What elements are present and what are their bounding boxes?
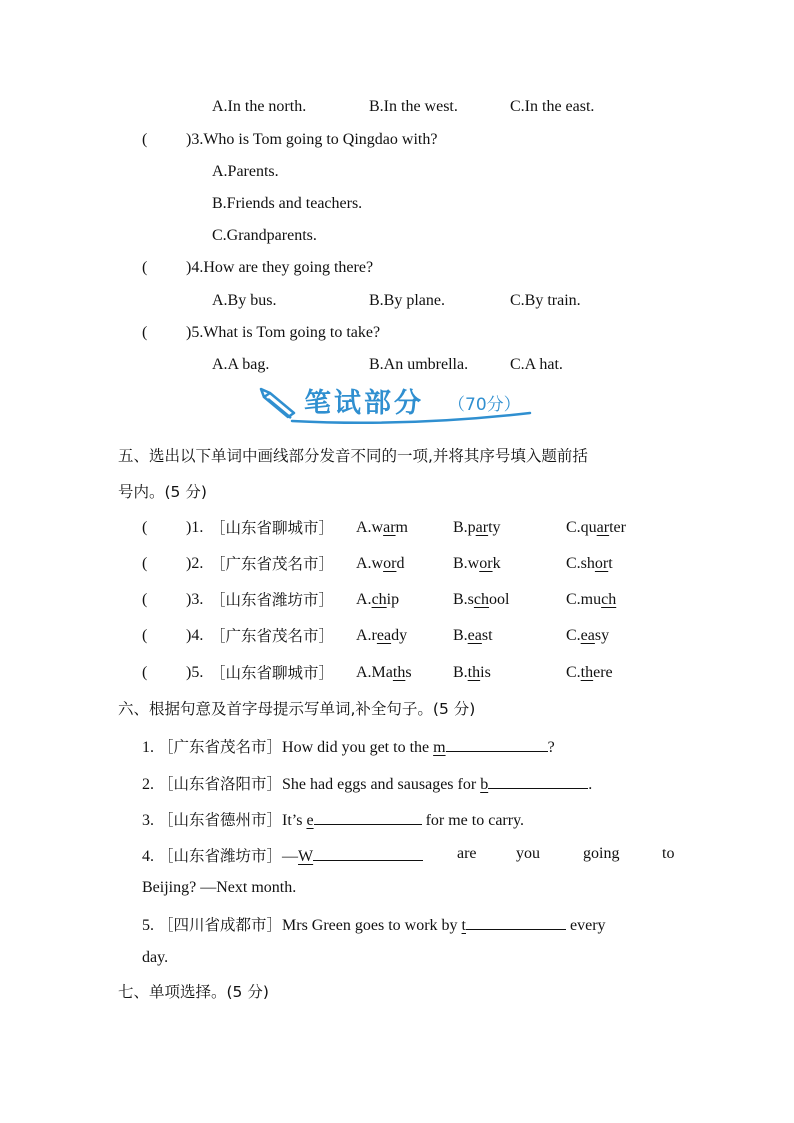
sentence-4-word-you: you bbox=[516, 845, 540, 862]
fill-sentence-3: 3. ［山东省德州市］It’s e for me to carry. bbox=[142, 808, 524, 831]
option-c: C.there bbox=[566, 664, 613, 681]
q4-stem: )4.How are they going there? bbox=[186, 259, 374, 276]
section6-title: 六、根据句意及首字母提示写单词,补全句子。(5 分) bbox=[118, 700, 476, 718]
option-c: C.quarter bbox=[566, 519, 626, 536]
answer-blank[interactable] bbox=[488, 772, 588, 789]
option-a: A.word bbox=[356, 555, 405, 572]
banner-title: 笔试部分 bbox=[304, 388, 424, 419]
option-a: A.Maths bbox=[356, 664, 412, 681]
source-tag: ［山东省聊城市］ bbox=[210, 664, 335, 682]
section5-title-line1: 五、选出以下单词中画线部分发音不同的一项,并将其序号填入题前括 bbox=[118, 447, 588, 465]
q3-paren: ( bbox=[142, 131, 148, 148]
banner-score: （70分） bbox=[448, 395, 521, 415]
q4-option-a: A.By bus. bbox=[212, 292, 277, 309]
q4-option-b: B.By plane. bbox=[369, 292, 445, 309]
source-tag: ［广东省茂名市］ bbox=[210, 627, 335, 645]
source-tag: ［山东省聊城市］ bbox=[210, 519, 335, 537]
q3-option-c: C.Grandparents. bbox=[212, 227, 317, 244]
question-number: )2. bbox=[186, 555, 204, 572]
option-b: B.this bbox=[453, 664, 491, 681]
answer-blank[interactable] bbox=[466, 913, 566, 930]
q5-option-b: B.An umbrella. bbox=[369, 356, 469, 373]
answer-paren[interactable]: ( bbox=[142, 664, 148, 681]
option-b: B.party bbox=[453, 519, 501, 536]
q5-stem: )5.What is Tom going to take? bbox=[186, 324, 381, 341]
option-b: B.work bbox=[453, 555, 501, 572]
answer-blank[interactable] bbox=[314, 808, 422, 825]
q5-paren: ( bbox=[142, 324, 148, 341]
answer-blank[interactable] bbox=[446, 735, 548, 752]
option-a: A.chip bbox=[356, 591, 400, 608]
q2-option-c: C.In the east. bbox=[510, 98, 595, 115]
q2-option-b: B.In the west. bbox=[369, 98, 458, 115]
written-section-banner bbox=[258, 383, 533, 427]
fill-sentence-4-line2: Beijing? —Next month. bbox=[142, 879, 297, 896]
sentence-4-word-going: going bbox=[583, 845, 620, 862]
q3-option-a: A.Parents. bbox=[212, 163, 279, 180]
section7-title: 七、单项选择。(5 分) bbox=[118, 983, 269, 1001]
q4-option-c: C.By train. bbox=[510, 292, 581, 309]
answer-blank[interactable] bbox=[313, 844, 423, 861]
option-a: A.warm bbox=[356, 519, 408, 536]
answer-paren[interactable]: ( bbox=[142, 519, 148, 536]
q4-paren: ( bbox=[142, 259, 148, 276]
sentence-4-word-are: are bbox=[457, 845, 477, 862]
q5-option-a: A.A bag. bbox=[212, 356, 270, 373]
q5-option-c: C.A hat. bbox=[510, 356, 563, 373]
sentence-4-word-to: to bbox=[662, 845, 675, 862]
q3-option-b: B.Friends and teachers. bbox=[212, 195, 363, 212]
fill-sentence-5-line2: day. bbox=[142, 949, 169, 966]
answer-paren[interactable]: ( bbox=[142, 627, 148, 644]
question-number: )1. bbox=[186, 519, 204, 536]
fill-sentence-2: 2. ［山东省洛阳市］She had eggs and sausages for b . bbox=[142, 772, 592, 795]
fill-sentence-5: 5. ［四川省成都市］Mrs Green goes to work by t every bbox=[142, 913, 606, 936]
answer-paren[interactable]: ( bbox=[142, 555, 148, 572]
option-a: A.ready bbox=[356, 627, 408, 644]
option-c: C.much bbox=[566, 591, 617, 608]
option-c: C.short bbox=[566, 555, 613, 572]
q3-stem: )3.Who is Tom going to Qingdao with? bbox=[186, 131, 438, 148]
fill-sentence-4: 4. ［山东省潍坊市］—W bbox=[142, 844, 423, 867]
section5-title-line2: 号内。(5 分) bbox=[118, 483, 207, 501]
option-b: B.east bbox=[453, 627, 493, 644]
question-number: )3. bbox=[186, 591, 204, 608]
option-b: B.school bbox=[453, 591, 510, 608]
question-number: )5. bbox=[186, 664, 204, 681]
option-c: C.easy bbox=[566, 627, 610, 644]
question-number: )4. bbox=[186, 627, 204, 644]
source-tag: ［山东省潍坊市］ bbox=[210, 591, 335, 609]
answer-paren[interactable]: ( bbox=[142, 591, 148, 608]
q2-option-a: A.In the north. bbox=[212, 98, 307, 115]
fill-sentence-1: 1. ［广东省茂名市］How did you get to the m ? bbox=[142, 735, 555, 758]
source-tag: ［广东省茂名市］ bbox=[210, 555, 335, 573]
